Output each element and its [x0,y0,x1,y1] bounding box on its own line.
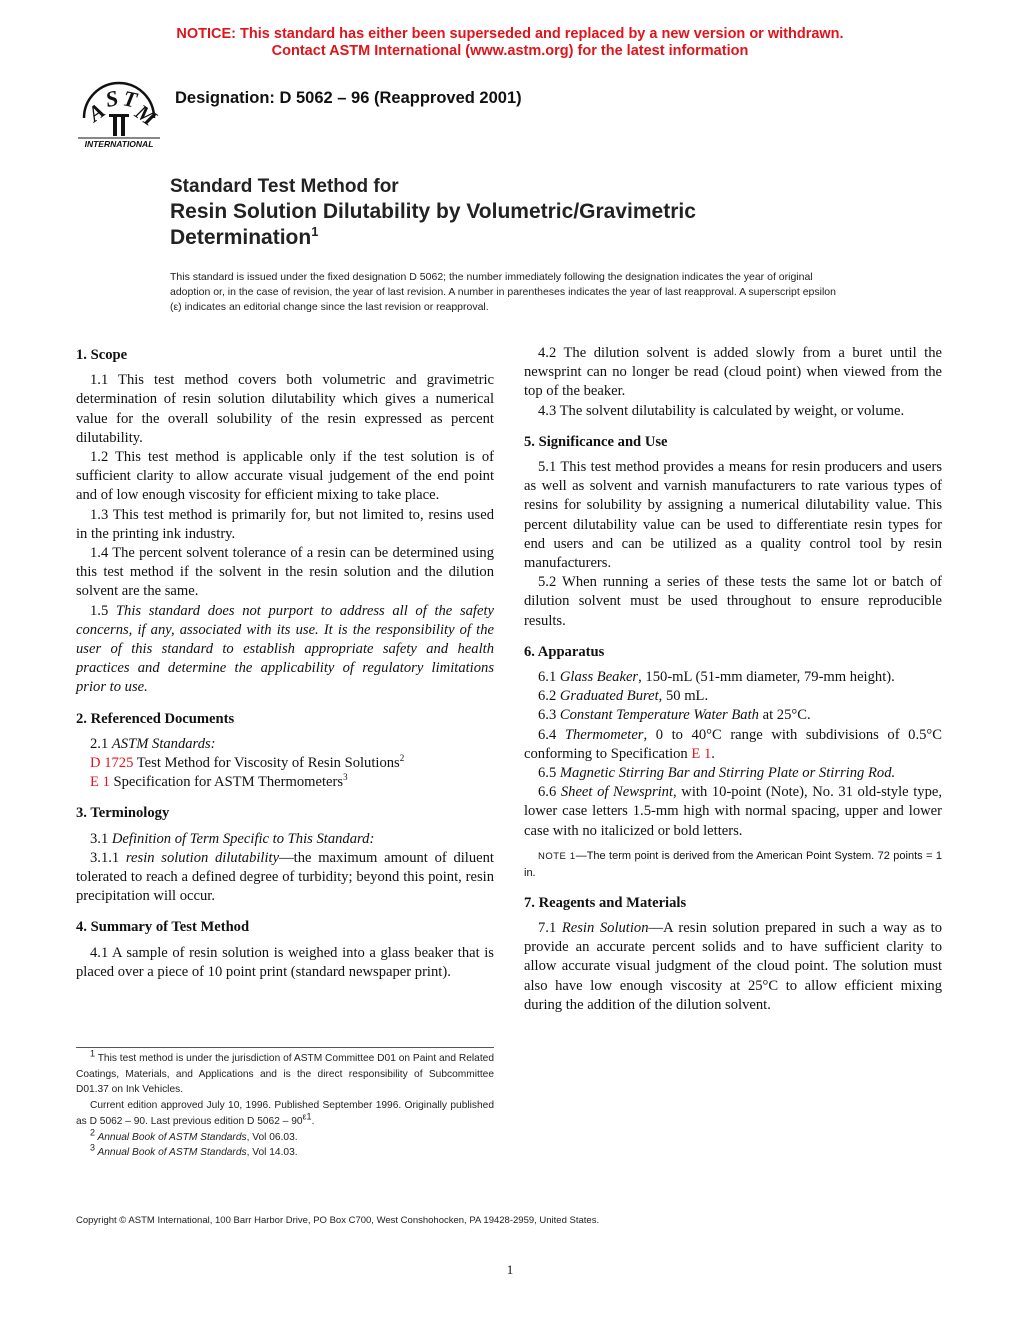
paragraph-1-5-num: 1.5 [90,602,116,619]
paragraph-7-1-text: —A resin solution prepared in such a way as to provide an accurate percent solids and to have sufficient clarity to allow accurate visual judgment of the cloud point. The solution must also have low enough viscosity at 25°C to allow efficient mixing during the addition of the dilution solvent. [524,920,942,1013]
title-line-3 [170,225,696,251]
paragraph-4-3: 4.3 The solvent dilutability is calculated by weight, or volume. [538,402,905,419]
document-title [170,175,696,251]
section-heading-summary: 4. Summary of Test Method [76,919,250,936]
apparatus-6-5 [524,764,942,783]
svg-text:T: T [120,85,140,113]
apparatus-6-3 [524,706,942,725]
logo-text: INTERNATIONAL [84,139,154,149]
reference-link-d1725[interactable]: D 1725 [90,755,134,772]
footnote-2-text: , Vol 06.03. [246,1131,298,1143]
footnote-3-mark: 3 [90,1142,96,1153]
apparatus-6-4-text: , 0 to 40°C range with subdivisions of 0.5°C conforming to Specification [524,726,942,762]
footnote-3-book: Annual Book of ASTM Standards [95,1147,247,1159]
paragraph-7-1-num: 7.1 [538,920,562,937]
title-footnote-mark: 1 [311,224,319,239]
apparatus-6-6-text: , with 10-point (Note), No. 31 old-style type, lower case letters 1.5-mm high with normal spacing, upper and lower case with no italicized or bold letters. [524,784,943,839]
apparatus-6-4 [524,726,942,764]
apparatus-6-1-num: 6.1 [538,669,560,686]
apparatus-6-2-text: , 50 mL. [658,688,709,705]
svg-text:A: A [83,97,110,127]
apparatus-6-6-name: Sheet of Newsprint [560,784,674,801]
paragraph-3-1-text: Definition of Term Specific to This Standard: [111,830,375,847]
section-heading-significance: 5. Significance and Use [524,433,668,450]
paragraph-1-5-text: This standard does not purport to address all of the safety concerns, if any, associated with its use. It is the responsibility of the user of this standard to establish appropriate safety and health practices and determine the applicability of regulatory limitations prior to use. [76,602,494,696]
apparatus-6-6-num: 6.6 [538,784,561,801]
term-resin-solution-dilutability: resin solution dilutability [125,849,280,866]
apparatus-6-6 [524,783,942,841]
note-1 [524,848,942,882]
apparatus-6-2-num: 6.2 [538,688,560,705]
paragraph-3-1-num: 3.1 [90,830,112,847]
designation: Designation: D 5062 – 96 (Reapproved 2001) [175,89,522,107]
apparatus-6-4-end: . [711,745,715,762]
apparatus-6-4-name: Thermometer [564,726,644,743]
title-line-1: Standard Test Method for [170,176,399,197]
reagent-resin-solution: Resin Solution [561,920,649,937]
apparatus-6-5-num: 6.5 [538,765,560,782]
left-column [76,344,494,982]
footnote-3 [76,1142,494,1161]
paragraph-5-1: 5.1 This test method provides a means for resin producers and users as well as solvent and varnish manufacturers to rate various types of resins for solubility by assigning a numerical dilutability value. This percent dilutability value can be used to differentiate resin types for end users and can be utilized as a quality control tool by resin manufacturers. [524,459,942,572]
right-column [524,344,942,1015]
paragraph-2-1-num: 2.1 [90,735,112,752]
paragraph-2-1-text: ASTM Standards: [111,735,216,752]
apparatus-6-1-text: , 150-mL (51-mm diameter, 79-mm height). [638,669,895,686]
footnote-1 [76,1048,494,1098]
footnotes [76,1047,494,1161]
paragraph-1-4: 1.4 The percent solvent tolerance of a resin can be determined using this test method if the solvent in the resin solution and the dilution solvent are the same. [76,545,494,600]
paragraph-2-1 [76,735,494,754]
issued-note: This standard is issued under the fixed designation D 5062; the number immediately following the designation indicates the year of original adoption or, in the case of revision, the year of last revision. A number in parentheses indicates the year of last reapproval. A superscript epsilon (ε) indicates an editorial change since the last revision or reapproval. [170,271,836,313]
notice-line-2: Contact ASTM International (www.astm.org) for the latest information [271,43,749,59]
paragraph-3-1 [76,830,494,849]
apparatus-6-3-num: 6.3 [538,707,560,724]
apparatus-6-4-num: 6.4 [538,726,565,743]
svg-text:M: M [130,99,162,131]
footnote-3-text: , Vol 14.03. [246,1147,298,1159]
footnote-1-mark: 1 [90,1048,96,1059]
apparatus-6-1 [524,668,942,687]
apparatus-6-5-name: Magnetic Stirring Bar and Stirring Plate or Stirring Rod. [559,765,896,782]
note-1-label: NOTE 1 [538,850,576,862]
reference-d1725-fn: 2 [399,753,405,764]
paragraph-3-1-1-text: —the maximum amount of diluent tolerated to reach a defined degree of turbidity; beyond this point, resin precipitation will occur. [76,849,494,905]
astm-logo-icon [76,76,162,150]
footnote-1-edition [76,1098,494,1129]
reference-e1-fn: 3 [343,772,348,783]
footnote-1-epsilon: ε1 [302,1111,312,1122]
footnote-1-edition-text: Current edition approved July 10, 1996. Published September 1996. Originally published as D 5062 – 90. Last previous edition D 5062 – 90 [76,1100,494,1127]
paragraph-3-1-1-num: 3.1.1 [90,849,126,866]
notice-line-1: NOTICE: This standard has either been superseded and replaced by a new version or withdrawn. [176,26,844,42]
paragraph-4-2: 4.2 The dilution solvent is added slowly from a buret until the newsprint can no longer be read (cloud point) when viewed from the top of the beaker. [524,345,942,400]
paragraph-3-1-1 [76,849,494,907]
reference-link-e1-inline[interactable]: E 1 [691,745,712,762]
paragraph-1-2: 1.2 This test method is applicable only if the test solution is of sufficient clarity to allow accurate visual judgement of the end point and of low enough viscosity for efficient mixing to take place. [76,449,494,504]
section-heading-apparatus: 6. Apparatus [524,643,605,660]
section-heading-scope: 1. Scope [76,347,128,363]
reference-e1 [76,773,494,792]
footnote-1-text: This test method is under the jurisdiction of ASTM Committee D01 on Paint and Related Coatings, Materials, and Applications and is the direct responsibility of Subcommittee D01.37 on Ink Vehicles. [76,1053,494,1096]
copyright-line: Copyright © ASTM International, 100 Barr Harbor Drive, PO Box C700, West Conshohocken, PA 19428-2959, United States. [76,1215,600,1226]
apparatus-6-1-name: Glass Beaker [559,669,639,686]
section-heading-terminology: 3. Terminology [76,805,170,822]
paragraph-1-3: 1.3 This test method is primarily for, but not limited to, resins used in the printing ink industry. [76,506,494,542]
title-line-3-text: Determination [170,226,312,249]
page-number: 1 [506,1262,514,1277]
footnote-1-edition-end: . [311,1115,315,1127]
paragraph-5-2: 5.2 When running a series of these tests the same lot or batch of dilution solvent must be used throughout to ensure reproducible results. [524,574,942,629]
apparatus-6-3-text: at 25°C. [758,707,811,724]
apparatus-6-2 [524,687,942,706]
reference-e1-title: Specification for ASTM Thermometers [109,774,344,791]
reference-link-e1[interactable]: E 1 [90,774,110,791]
withdrawn-notice [0,26,1020,60]
note-1-text: —The term point is derived from the American Point System. 72 points = 1 in. [524,849,943,879]
paragraph-4-1: 4.1 A sample of resin solution is weighed into a glass beaker that is placed over a piece of 10 point print (standard newspaper print). [76,944,494,980]
apparatus-6-2-name: Graduated Buret [559,688,659,705]
footnote-2 [76,1127,494,1146]
paragraph-7-1 [524,919,942,1015]
apparatus-6-3-name: Constant Temperature Water Bath [559,707,759,724]
footnote-2-book: Annual Book of ASTM Standards [95,1131,247,1143]
paragraph-1-1: 1.1 This test method covers both volumetric and gravimetric determination of resin solution dilutability which gives a numerical value for the overall solubility of the resin expressed as percent dilutability. [76,372,494,446]
footnote-2-mark: 2 [90,1127,96,1138]
reference-d1725-title: Test Method for Viscosity of Resin Solutions [133,755,400,772]
paragraph-1-5 [76,602,494,698]
section-heading-reagents: 7. Reagents and Materials [524,894,687,911]
reference-d1725 [76,754,494,773]
svg-text:S: S [103,85,121,113]
title-line-2: Resin Solution Dilutability by Volumetric/Gravimetric [170,200,696,223]
section-heading-referenced-documents: 2. Referenced Documents [76,710,235,727]
